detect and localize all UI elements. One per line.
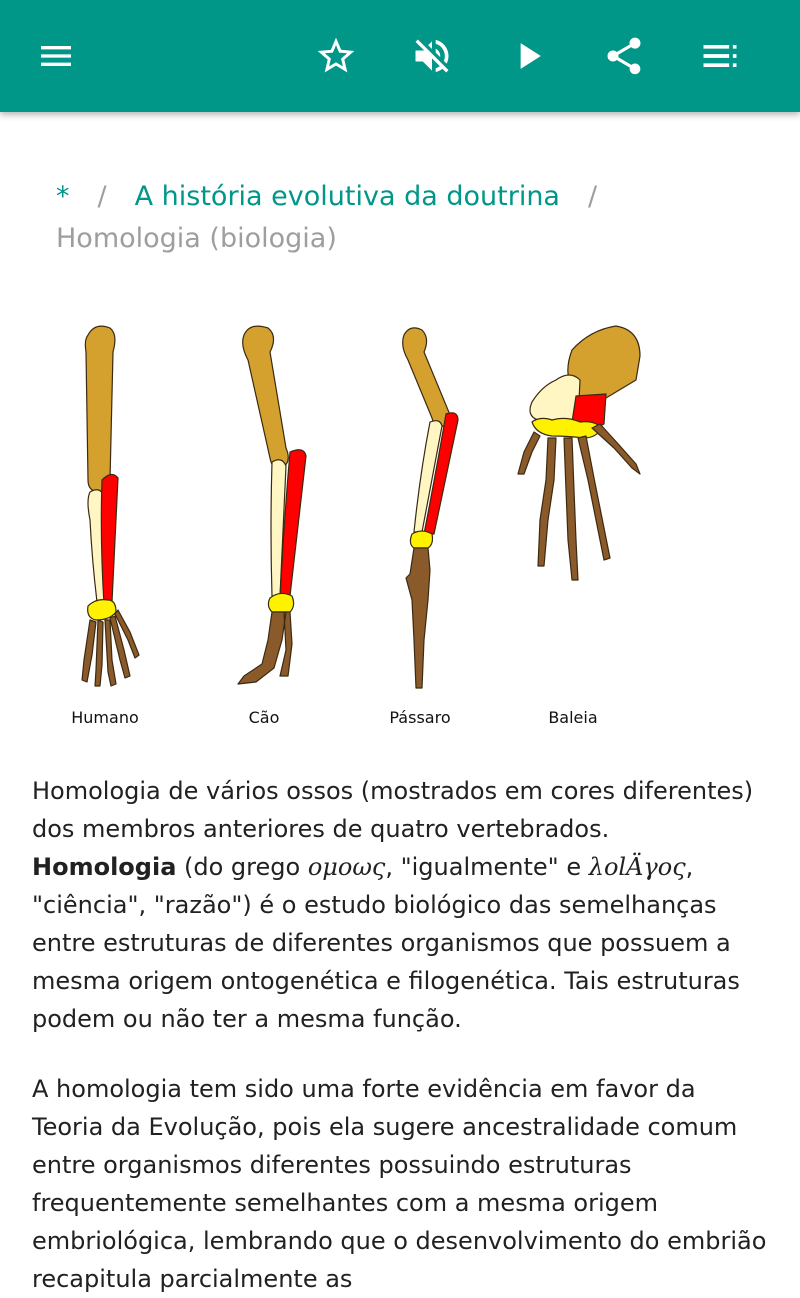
breadcrumb-home-link[interactable]: * — [56, 181, 70, 212]
forelimb-homology-illustration — [0, 300, 800, 740]
article-body — [32, 772, 772, 1298]
play-button[interactable] — [496, 24, 560, 88]
breadcrumb-separator: / — [97, 181, 107, 212]
article-paragraph-2: A homologia tem sido uma forte evidência em favor da Teoria da Evolução, pois ela sugere ancestralidade comum entre organismos diferentes possuindo estruturas frequentemente semelhantes com a mesma origem embriológica, lembrando que o desenvolvimento do embrião recapitula parcialmente as — [32, 1075, 767, 1293]
breadcrumb — [56, 176, 756, 260]
term-highlight: Homologia — [32, 853, 177, 881]
breadcrumb-current: Homologia (biologia) — [56, 223, 337, 254]
app-toolbar — [0, 0, 800, 112]
figure-label-human: Humano — [71, 708, 139, 727]
playlist-icon — [698, 34, 742, 78]
star-outline-icon — [314, 34, 358, 78]
breadcrumb-parent-link[interactable]: A história evolutiva da doutrina — [134, 181, 560, 212]
figure-label-dog: Cão — [248, 708, 280, 727]
figure-caption: Homologia de vários ossos (mostrados em cores diferentes) dos membros anteriores de quatro vertebrados. — [32, 777, 754, 843]
figure-label-bird: Pássaro — [389, 708, 451, 727]
greek-word: λοlÄγος — [588, 853, 686, 881]
whale-flipper — [518, 326, 640, 580]
breadcrumb-separator: / — [587, 181, 598, 212]
greek-word: ομοως — [307, 853, 386, 881]
forelimb-bones-image — [0, 300, 800, 740]
favorite-button[interactable] — [304, 24, 368, 88]
figure-label-whale: Baleia — [548, 708, 598, 727]
article-paragraph-1: Homologia (do grego ομοως, "igualmente" e λοlÄγος, "ciência", "razão") é o estudo biológico das semelhanças entre estruturas de diferentes organismos que possuem a mesma origem ontogenética e filogenética. Tais estruturas podem ou não ter a mesma função. — [32, 853, 740, 1033]
menu-icon — [36, 36, 76, 76]
bird-wing — [403, 328, 458, 688]
contents-button[interactable] — [688, 24, 752, 88]
dog-leg — [238, 326, 306, 684]
volume-off-icon — [410, 34, 454, 78]
share-icon — [602, 34, 646, 78]
menu-button[interactable] — [24, 24, 88, 88]
human-arm — [82, 326, 139, 686]
mute-button[interactable] — [400, 24, 464, 88]
share-button[interactable] — [592, 24, 656, 88]
play-icon — [506, 34, 550, 78]
